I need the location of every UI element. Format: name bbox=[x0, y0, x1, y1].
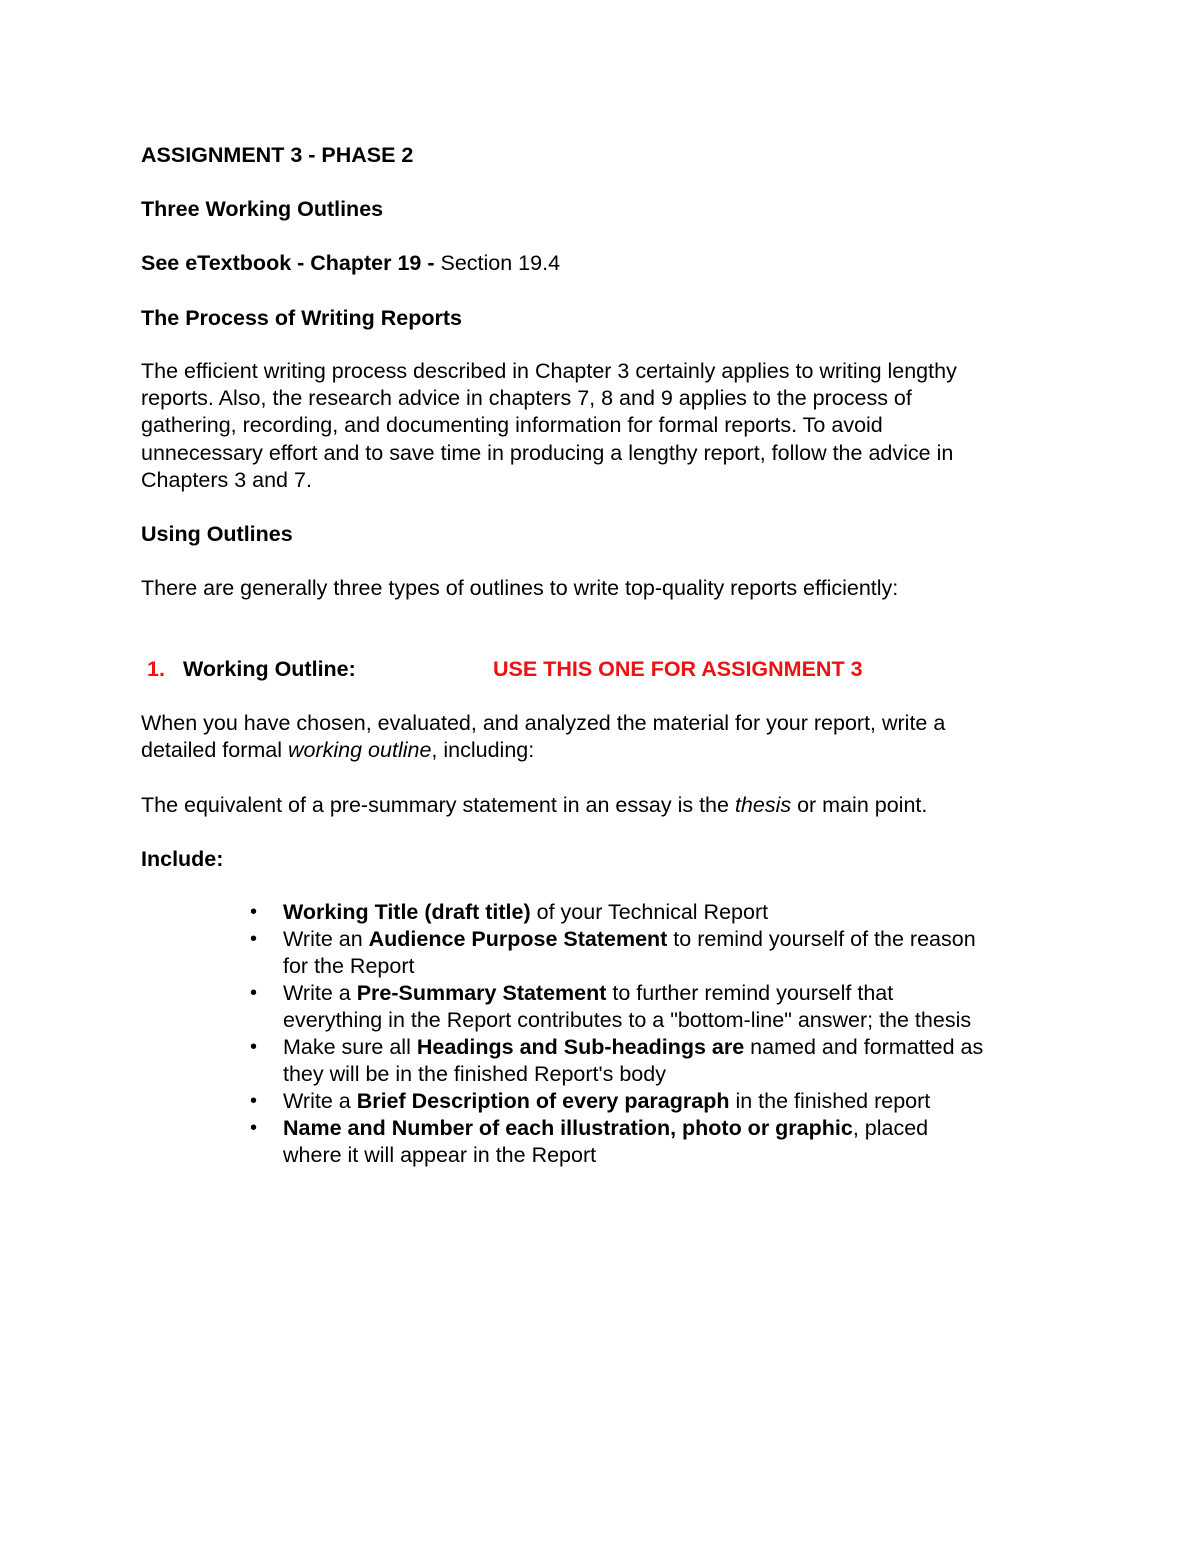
text-span: to further remind yourself that bbox=[606, 981, 894, 1005]
text-span: in the finished report bbox=[729, 1089, 931, 1113]
assignment-note: USE THIS ONE FOR ASSIGNMENT 3 bbox=[493, 657, 863, 681]
document-title: ASSIGNMENT 3 - PHASE 2 bbox=[141, 143, 414, 167]
section-heading-outlines: Using Outlines bbox=[141, 522, 293, 546]
list-item bbox=[250, 926, 1070, 980]
text-span: for the Report bbox=[283, 954, 415, 978]
outlines-intro: There are generally three types of outlines to write top-quality reports efficiently: bbox=[141, 576, 899, 600]
text-span: , placed bbox=[852, 1116, 929, 1140]
bold-term: Name and Number of each illustration, photo or graphic bbox=[283, 1116, 853, 1140]
text-span: they will be in the finished Report's body bbox=[283, 1062, 666, 1086]
list-item bbox=[250, 899, 1070, 926]
bold-term: Headings and Sub-headings are bbox=[416, 1035, 745, 1059]
working-outline-description bbox=[141, 710, 1061, 764]
text-span: , including: bbox=[431, 738, 535, 763]
paragraph-line: The efficient writing process described in Chapter 3 certainly applies to writing lengthy bbox=[141, 359, 957, 383]
bullet-icon: • bbox=[250, 1090, 258, 1112]
bullet-icon: • bbox=[250, 982, 258, 1004]
italic-term: thesis bbox=[734, 793, 792, 817]
list-item bbox=[250, 980, 1070, 1034]
italic-term: working outline bbox=[288, 738, 432, 763]
text-span: named and formatted as bbox=[744, 1035, 984, 1059]
include-list bbox=[250, 899, 1070, 1169]
paragraph-line: reports. Also, the research advice in chapters 7, 8 and 9 applies to the process of bbox=[141, 386, 912, 411]
text-span: or main point. bbox=[791, 793, 928, 817]
bold-term: Audience Purpose Statement bbox=[368, 927, 668, 951]
description-line: When you have chosen, evaluated, and analyzed the material for your report, write a bbox=[141, 711, 946, 735]
process-paragraph bbox=[141, 358, 1061, 494]
text-span: Write a bbox=[283, 1089, 357, 1113]
text-span: Write a bbox=[283, 981, 357, 1005]
text-span: everything in the Report contributes to a "bottom-line" answer; the thesis bbox=[283, 1008, 972, 1032]
list-item bbox=[250, 1034, 1070, 1088]
list-number: 1. bbox=[147, 657, 165, 681]
bullet-icon: • bbox=[250, 901, 258, 923]
paragraph-line: Chapters 3 and 7. bbox=[141, 467, 312, 492]
list-item bbox=[250, 1088, 1070, 1115]
bullet-icon: • bbox=[250, 1036, 258, 1058]
text-span: The equivalent of a pre-summary statement in an essay is the bbox=[141, 793, 735, 817]
bullet-icon: • bbox=[250, 928, 258, 950]
description-line bbox=[141, 737, 1061, 764]
text-span: to remind yourself of the reason bbox=[667, 927, 976, 951]
document-subtitle: Three Working Outlines bbox=[141, 197, 384, 221]
thesis-statement bbox=[141, 792, 927, 819]
text-span: Make sure all bbox=[283, 1035, 417, 1059]
list-item bbox=[250, 1115, 1070, 1169]
reference-section: Section 19.4 bbox=[434, 251, 561, 275]
bold-term: Brief Description of every paragraph bbox=[356, 1089, 730, 1113]
include-heading: Include: bbox=[141, 847, 224, 871]
working-outline-label: Working Outline: bbox=[183, 657, 356, 681]
bullet-icon: • bbox=[250, 1117, 258, 1139]
text-span: Write an bbox=[283, 927, 369, 951]
textbook-reference bbox=[141, 250, 560, 277]
bold-term: Pre-Summary Statement bbox=[356, 981, 607, 1005]
list-item-working-outline bbox=[147, 656, 863, 683]
bold-term: Working Title (draft title) bbox=[283, 900, 531, 924]
paragraph-line: gathering, recording, and documenting information for formal reports. To avoid bbox=[141, 413, 883, 438]
reference-bold: See eTextbook - Chapter 19 - bbox=[141, 251, 435, 275]
paragraph-line: unnecessary effort and to save time in producing a lengthy report, follow the advice in bbox=[141, 440, 954, 465]
text-span: where it will appear in the Report bbox=[283, 1143, 597, 1167]
text-span: detailed formal bbox=[141, 738, 288, 763]
text-span: of your Technical Report bbox=[530, 900, 769, 924]
section-heading-process: The Process of Writing Reports bbox=[141, 306, 462, 330]
